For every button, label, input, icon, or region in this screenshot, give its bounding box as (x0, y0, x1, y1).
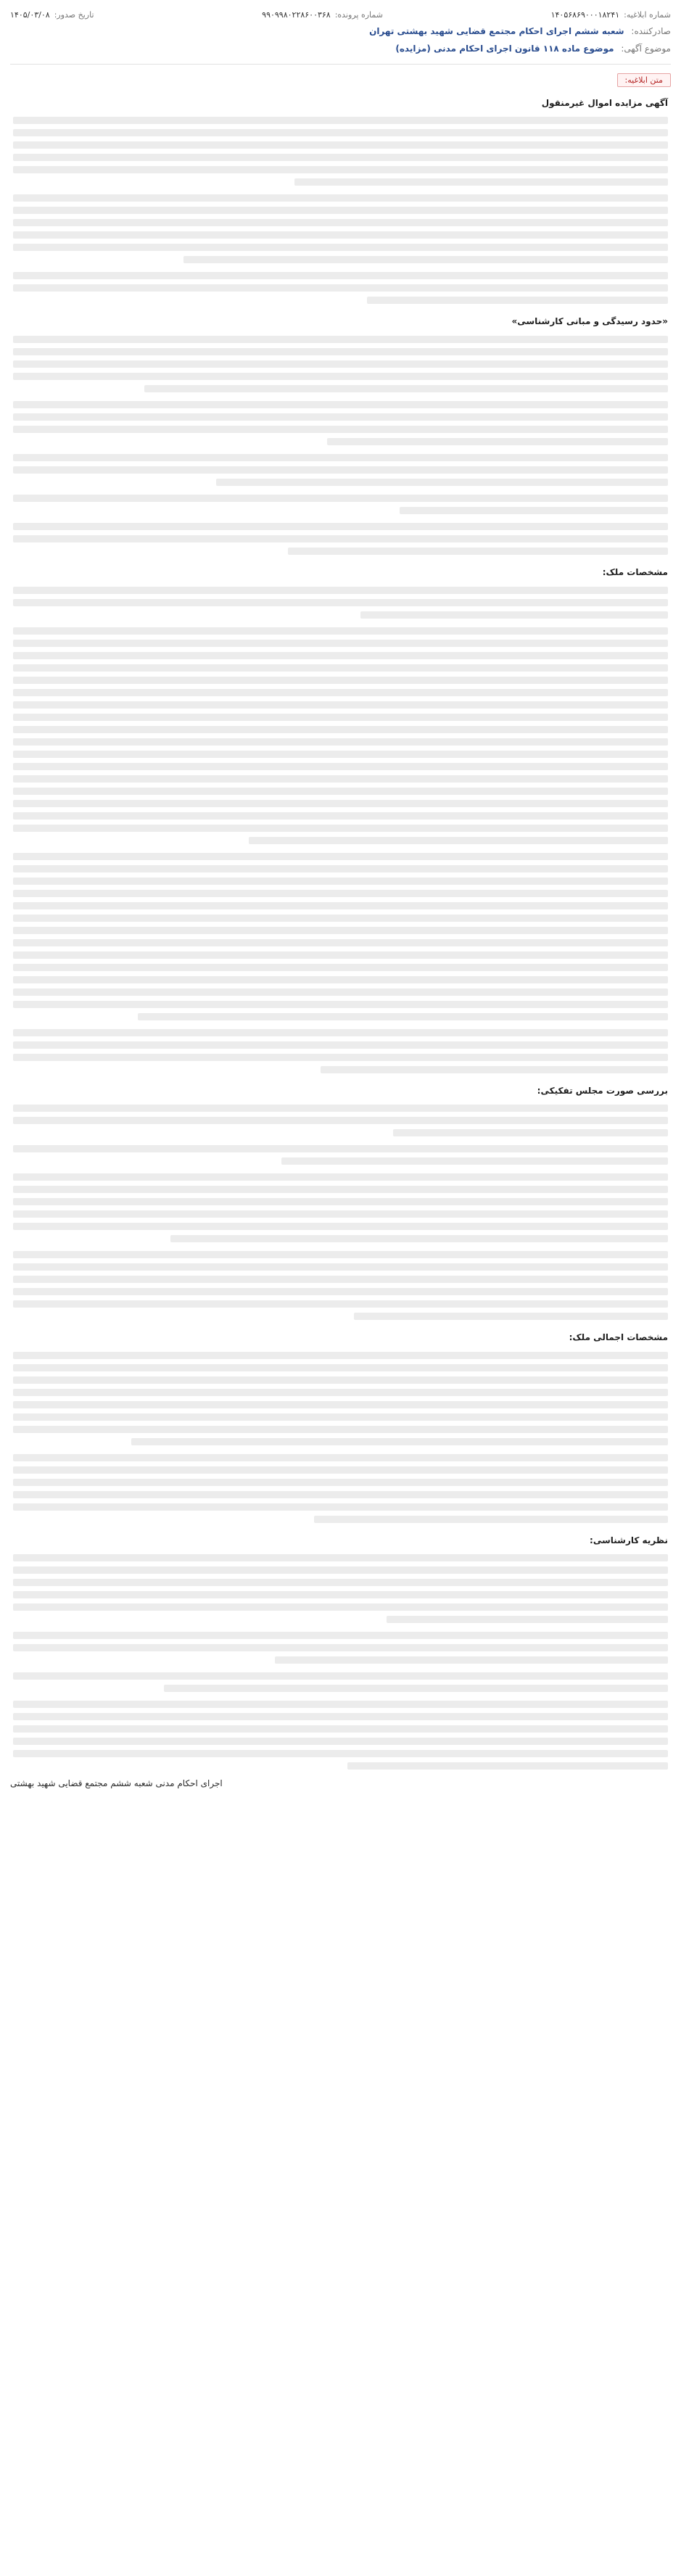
text-line-placeholder (393, 1129, 668, 1136)
text-line-placeholder (138, 1013, 668, 1020)
text-line-placeholder (13, 599, 668, 606)
text-line-placeholder (13, 1105, 668, 1112)
text-line-placeholder (13, 1263, 668, 1271)
subject-row (10, 40, 671, 57)
text-line-placeholder (13, 1503, 668, 1511)
text-line-placeholder (13, 939, 668, 946)
text-line-placeholder (13, 454, 668, 461)
text-line-placeholder (13, 775, 668, 783)
text-line-placeholder (13, 751, 668, 758)
text-line-placeholder (13, 336, 668, 343)
text-line-placeholder (13, 714, 668, 721)
text-line-placeholder (13, 927, 668, 934)
text-line-placeholder (13, 154, 668, 161)
body-paragraph (13, 495, 668, 514)
body-paragraph (13, 1701, 668, 1770)
text-line-placeholder (13, 890, 668, 897)
body-paragraph (13, 454, 668, 486)
text-line-placeholder (13, 1352, 668, 1359)
case-number-item (262, 10, 383, 20)
text-line-placeholder (400, 507, 668, 514)
text-line-placeholder (13, 664, 668, 672)
text-line-placeholder (13, 689, 668, 696)
text-line-placeholder (13, 373, 668, 380)
text-line-placeholder (13, 988, 668, 996)
text-line-placeholder (13, 1672, 668, 1680)
text-line-placeholder (13, 1198, 668, 1205)
text-line-placeholder (13, 129, 668, 136)
body-paragraph (13, 587, 668, 619)
text-line-placeholder (13, 1300, 668, 1308)
body-paragraph (13, 1352, 668, 1445)
text-line-placeholder (13, 964, 668, 971)
text-line-placeholder (13, 117, 668, 124)
body-paragraph (13, 627, 668, 844)
notice-body (10, 94, 671, 1770)
text-line-placeholder (13, 1001, 668, 1008)
text-line-placeholder (13, 627, 668, 635)
text-line-placeholder (13, 878, 668, 885)
text-line-placeholder (170, 1235, 668, 1242)
body-paragraph (13, 1145, 668, 1165)
text-line-placeholder (13, 141, 668, 149)
body-paragraph (13, 1554, 668, 1623)
text-line-placeholder (360, 611, 668, 619)
text-line-placeholder (13, 495, 668, 502)
text-line-placeholder (13, 1426, 668, 1433)
text-line-placeholder (13, 284, 668, 292)
issue-date-label: تاریخ صدور: (54, 10, 94, 20)
text-line-placeholder (249, 837, 668, 844)
text-line-placeholder (131, 1438, 668, 1445)
text-line-placeholder (13, 207, 668, 214)
body-paragraph (13, 272, 668, 304)
text-line-placeholder (13, 825, 668, 832)
body-paragraph (13, 117, 668, 186)
text-line-placeholder (13, 1223, 668, 1230)
text-line-placeholder (13, 272, 668, 279)
body-paragraph (13, 194, 668, 263)
issuer-label: صادرکننده: (631, 26, 671, 36)
text-line-placeholder (294, 178, 668, 186)
text-line-placeholder (13, 219, 668, 226)
text-line-placeholder (13, 865, 668, 872)
text-line-placeholder (13, 1644, 668, 1651)
issue-date-item (10, 10, 94, 20)
text-line-placeholder (13, 348, 668, 355)
text-line-placeholder (13, 1466, 668, 1474)
text-line-placeholder (13, 1054, 668, 1061)
text-line-placeholder (13, 1701, 668, 1708)
text-line-placeholder (354, 1313, 668, 1320)
text-line-placeholder (13, 1401, 668, 1408)
text-line-placeholder (216, 479, 668, 486)
text-line-placeholder (347, 1762, 668, 1770)
text-line-placeholder (13, 535, 668, 542)
section-heading: بررسی صورت مجلس تفکیکی: (537, 1085, 668, 1096)
case-number-value: ۹۹۰۹۹۸۰۲۲۸۶۰۰۳۶۸ (262, 10, 331, 20)
text-line-placeholder (13, 1173, 668, 1181)
text-line-placeholder (275, 1656, 668, 1664)
text-line-placeholder (13, 1713, 668, 1720)
body-paragraph (13, 1173, 668, 1242)
text-line-placeholder (13, 701, 668, 709)
section-heading: آگهی مزایده اموال غیرمنقول (541, 97, 668, 108)
text-line-placeholder (13, 1276, 668, 1283)
text-line-placeholder (13, 1376, 668, 1384)
body-paragraph (13, 401, 668, 445)
text-line-placeholder (13, 640, 668, 647)
body-paragraph (13, 1105, 668, 1136)
text-line-placeholder (13, 812, 668, 820)
text-line-placeholder (13, 1389, 668, 1396)
text-line-placeholder (13, 1364, 668, 1371)
notice-number-item (551, 10, 671, 20)
text-line-placeholder (367, 297, 668, 304)
text-line-placeholder (13, 976, 668, 983)
text-line-placeholder (13, 360, 668, 368)
text-line-placeholder (13, 1725, 668, 1733)
text-line-placeholder (13, 1251, 668, 1258)
text-line-placeholder (13, 915, 668, 922)
text-line-placeholder (13, 244, 668, 251)
text-line-placeholder (281, 1157, 668, 1165)
text-line-placeholder (13, 231, 668, 239)
text-line-placeholder (13, 1566, 668, 1574)
text-line-placeholder (327, 438, 668, 445)
text-line-placeholder (13, 1750, 668, 1757)
section-heading: مشخصات اجمالی ملک: (569, 1332, 668, 1343)
text-line-placeholder (314, 1516, 668, 1523)
text-line-placeholder (13, 1117, 668, 1124)
text-line-placeholder (13, 523, 668, 530)
notice-number-value: ۱۴۰۵۶۸۶۹۰۰۰۱۸۲۴۱ (550, 10, 620, 20)
section-heading: «حدود رسیدگی و مبانی کارشناسی» (511, 316, 668, 327)
text-line-placeholder (321, 1066, 668, 1073)
text-line-placeholder (13, 1288, 668, 1295)
body-paragraph (13, 1251, 668, 1320)
text-line-placeholder (13, 1491, 668, 1498)
text-line-placeholder (144, 385, 668, 392)
body-paragraph (13, 1632, 668, 1664)
body-paragraph (13, 1029, 668, 1073)
text-line-placeholder (13, 677, 668, 684)
text-line-placeholder (13, 1603, 668, 1611)
text-line-placeholder (13, 1738, 668, 1745)
case-number-label: شماره پرونده: (334, 10, 383, 20)
subject-label: موضوع آگهی: (621, 44, 671, 54)
section-heading: مشخصات ملک: (602, 566, 668, 577)
issue-date-value: ۱۴۰۵/۰۳/۰۸ (10, 10, 50, 20)
text-line-placeholder (13, 1591, 668, 1598)
text-line-placeholder (13, 1029, 668, 1036)
text-line-placeholder (13, 1479, 668, 1486)
text-line-placeholder (387, 1616, 668, 1623)
text-line-placeholder (13, 1210, 668, 1218)
body-paragraph (13, 523, 668, 555)
text-line-placeholder (13, 951, 668, 959)
body-paragraph (13, 1454, 668, 1523)
issuer-row (10, 22, 671, 40)
text-line-placeholder (13, 1632, 668, 1639)
text-line-placeholder (13, 902, 668, 909)
body-paragraph (13, 1672, 668, 1692)
header-divider (10, 64, 671, 65)
text-line-placeholder (13, 587, 668, 594)
text-line-placeholder (13, 1041, 668, 1049)
text-line-placeholder (13, 426, 668, 433)
text-line-placeholder (13, 1554, 668, 1561)
signature: اجرای احکام مدنی شعبه ششم مجتمع قضایی شهید بهشتی (10, 1778, 223, 1789)
header-meta-row (10, 7, 671, 22)
text-line-placeholder (13, 401, 668, 408)
text-line-placeholder (13, 853, 668, 860)
section-heading: نظریه کارشناسی: (590, 1535, 668, 1545)
body-paragraph (13, 853, 668, 1020)
text-line-placeholder (288, 548, 668, 555)
text-line-placeholder (164, 1685, 668, 1692)
text-line-placeholder (13, 166, 668, 173)
text-line-placeholder (13, 726, 668, 733)
text-line-placeholder (13, 763, 668, 770)
text-line-placeholder (13, 800, 668, 807)
text-line-placeholder (13, 466, 668, 474)
text-line-placeholder (13, 738, 668, 746)
text-line-placeholder (13, 194, 668, 202)
text-line-placeholder (13, 1186, 668, 1193)
text-line-placeholder (13, 1413, 668, 1421)
text-line-placeholder (183, 256, 668, 263)
text-line-placeholder (13, 413, 668, 421)
issuer-value: شعبه ششم اجرای احکام مجتمع قضایی شهید بهشتی تهران (369, 26, 624, 36)
notice-text-tag: متن ابلاغیه: (617, 73, 671, 87)
text-line-placeholder (13, 1145, 668, 1152)
subject-value: موضوع ماده ۱۱۸ قانون اجرای احکام مدنی (مزایده) (395, 44, 614, 54)
text-line-placeholder (13, 788, 668, 795)
text-line-placeholder (13, 1454, 668, 1461)
text-line-placeholder (13, 1579, 668, 1586)
text-line-placeholder (13, 652, 668, 659)
notice-number-label: شماره ابلاغیه: (624, 10, 671, 20)
body-paragraph (13, 336, 668, 392)
